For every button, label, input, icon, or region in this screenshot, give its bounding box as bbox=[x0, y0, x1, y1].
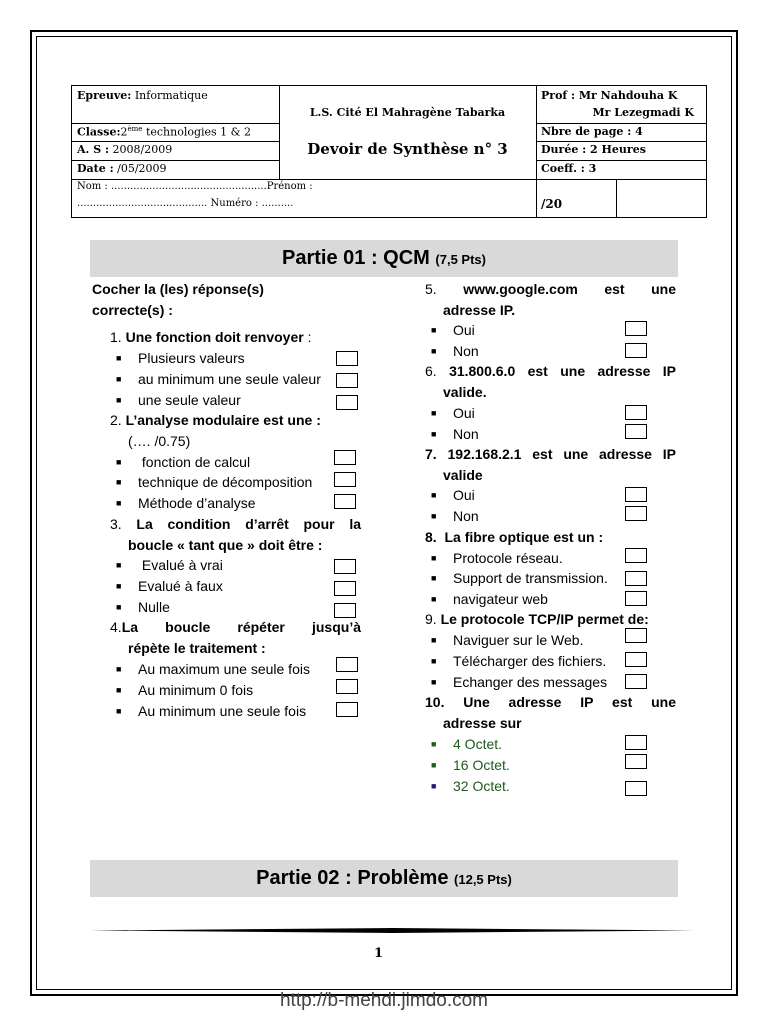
option-8c: ■ navigateur web bbox=[431, 591, 548, 607]
option-4b: ■ Au minimum 0 fois bbox=[116, 682, 254, 698]
prof-2: Mr Lezegmadi K bbox=[592, 106, 694, 119]
question-3-line1: 3. La condition d’arrêt pour la bbox=[110, 516, 362, 532]
checkbox-3c[interactable] bbox=[334, 603, 356, 618]
option-9b: ■ Télécharger des fichiers. bbox=[431, 653, 607, 669]
score-field: /20 bbox=[541, 197, 563, 211]
checkbox-4c[interactable] bbox=[336, 702, 358, 717]
checkbox-4a[interactable] bbox=[336, 657, 358, 672]
checkbox-10a[interactable] bbox=[625, 735, 647, 750]
checkbox-7b[interactable] bbox=[625, 506, 647, 521]
option-2c: ■ Méthode d’analyse bbox=[116, 495, 256, 511]
checkbox-1b[interactable] bbox=[336, 373, 358, 388]
part2-title: Partie 02 : Problème (12,5 Pts) bbox=[90, 860, 678, 897]
option-10b: ■ 16 Octet. bbox=[431, 757, 510, 773]
question-5-line2: adresse IP. bbox=[443, 302, 516, 318]
school-name: L.S. Cité El Mahragène Tabarka bbox=[309, 106, 506, 119]
question-4-line1: 4.La boucle répéter jusqu’à bbox=[110, 619, 361, 635]
option-6b: ■ Non bbox=[431, 426, 479, 442]
option-8a: ■ Protocole réseau. bbox=[431, 550, 563, 566]
question-1: 1. Une fonction doit renvoyer : bbox=[110, 329, 312, 345]
exam-header-table bbox=[71, 85, 707, 218]
checkbox-3a[interactable] bbox=[334, 559, 356, 574]
checkbox-3b[interactable] bbox=[334, 581, 356, 596]
question-9: 9. Le protocole TCP/IP permet de: bbox=[425, 611, 649, 627]
option-10c: ■ 32 Octet. bbox=[431, 778, 510, 794]
checkbox-6b[interactable] bbox=[625, 424, 647, 439]
epreuve-field: Epreuve: Informatique bbox=[77, 89, 208, 102]
option-1a: ■ Plusieurs valeurs bbox=[116, 350, 245, 366]
checkbox-7a[interactable] bbox=[625, 487, 647, 502]
pages-field: Nbre de page : 4 bbox=[541, 125, 643, 138]
annee-scolaire-field: A. S : 2008/2009 bbox=[77, 143, 173, 156]
classe-field: Classe:2ème technologies 1 & 2 bbox=[77, 125, 251, 139]
option-7b: ■ Non bbox=[431, 508, 479, 524]
question-2-points: (…. /0.75) bbox=[128, 433, 191, 449]
instruction-text: Cocher la (les) réponse(s) correcte(s) : bbox=[92, 281, 264, 318]
page-number: 1 bbox=[374, 946, 384, 961]
option-2a: ■ fonction de calcul bbox=[116, 454, 251, 470]
checkbox-9b[interactable] bbox=[625, 652, 647, 667]
coef-field: Coeff. : 3 bbox=[541, 162, 597, 175]
checkbox-2a[interactable] bbox=[334, 450, 356, 465]
checkbox-5a[interactable] bbox=[625, 321, 647, 336]
question-4-line2: répète le traitement : bbox=[128, 640, 266, 656]
option-8b: ■ Support de transmission. bbox=[431, 570, 608, 586]
option-5a: ■ Oui bbox=[431, 322, 475, 338]
option-3b: ■ Evalué à faux bbox=[116, 578, 223, 594]
question-10-line2: adresse sur bbox=[443, 715, 522, 731]
option-5b: ■ Non bbox=[431, 343, 479, 359]
checkbox-8c[interactable] bbox=[625, 591, 647, 606]
numero-line[interactable]: ......................................... Numéro : .......... bbox=[77, 198, 294, 209]
question-6-line2: valide. bbox=[443, 384, 487, 400]
question-8: 8. La fibre optique est un : bbox=[425, 529, 604, 545]
checkbox-6a[interactable] bbox=[625, 405, 647, 420]
checkbox-2b[interactable] bbox=[334, 472, 356, 487]
option-2b: ■ technique de décomposition bbox=[116, 474, 313, 490]
option-10a: ■ 4 Octet. bbox=[431, 736, 503, 752]
nom-prenom-line[interactable]: Nom : .................................................Prénom : bbox=[77, 181, 313, 192]
checkbox-1c[interactable] bbox=[336, 395, 358, 410]
checkbox-4b[interactable] bbox=[336, 679, 358, 694]
question-5-line1: 5. www.google.com est une bbox=[425, 281, 676, 297]
question-2: 2. L’analyse modulaire est une : bbox=[110, 412, 321, 428]
question-7-line2: valide bbox=[443, 467, 483, 483]
devoir-title: Devoir de Synthèse n° 3 bbox=[307, 140, 508, 158]
question-6-line1: 6. 31.800.6.0 est une adresse IP bbox=[425, 363, 677, 379]
checkbox-1a[interactable] bbox=[336, 351, 358, 366]
website-url[interactable]: http://b-mehdi.jimdo.com bbox=[279, 990, 489, 1011]
option-4a: ■ Au maximum une seule fois bbox=[116, 661, 310, 677]
checkbox-9a[interactable] bbox=[625, 628, 647, 643]
option-4c: ■ Au minimum une seule fois bbox=[116, 703, 307, 719]
checkbox-10b[interactable] bbox=[625, 754, 647, 769]
checkbox-5b[interactable] bbox=[625, 343, 647, 358]
option-6a: ■ Oui bbox=[431, 405, 475, 421]
checkbox-8a[interactable] bbox=[625, 548, 647, 563]
option-3a: ■ Evalué à vrai bbox=[116, 557, 223, 573]
option-7a: ■ Oui bbox=[431, 487, 475, 503]
option-1c: ■ une seule valeur bbox=[116, 392, 241, 408]
duree-field: Durée : 2 Heures bbox=[541, 143, 646, 156]
question-3-line2: boucle « tant que » doit être : bbox=[128, 537, 323, 553]
footer-divider bbox=[90, 928, 694, 933]
option-3c: ■ Nulle bbox=[116, 599, 170, 615]
option-1b: ■ au minimum une seule valeur bbox=[116, 371, 321, 387]
prof-field: Prof : Mr Nahdouha K bbox=[541, 89, 678, 102]
checkbox-10c[interactable] bbox=[625, 781, 647, 796]
option-9a: ■ Naviguer sur le Web. bbox=[431, 632, 584, 648]
date-field: Date : /05/2009 bbox=[77, 162, 167, 175]
question-7-line1: 7. 192.168.2.1 est une adresse IP bbox=[425, 446, 676, 462]
question-10-line1: 10. Une adresse IP est une bbox=[425, 694, 676, 710]
part1-title: Partie 01 : QCM (7,5 Pts) bbox=[90, 240, 678, 277]
option-9c: ■ Echanger des messages bbox=[431, 674, 608, 690]
checkbox-8b[interactable] bbox=[625, 571, 647, 586]
checkbox-9c[interactable] bbox=[625, 674, 647, 689]
checkbox-2c[interactable] bbox=[334, 494, 356, 509]
